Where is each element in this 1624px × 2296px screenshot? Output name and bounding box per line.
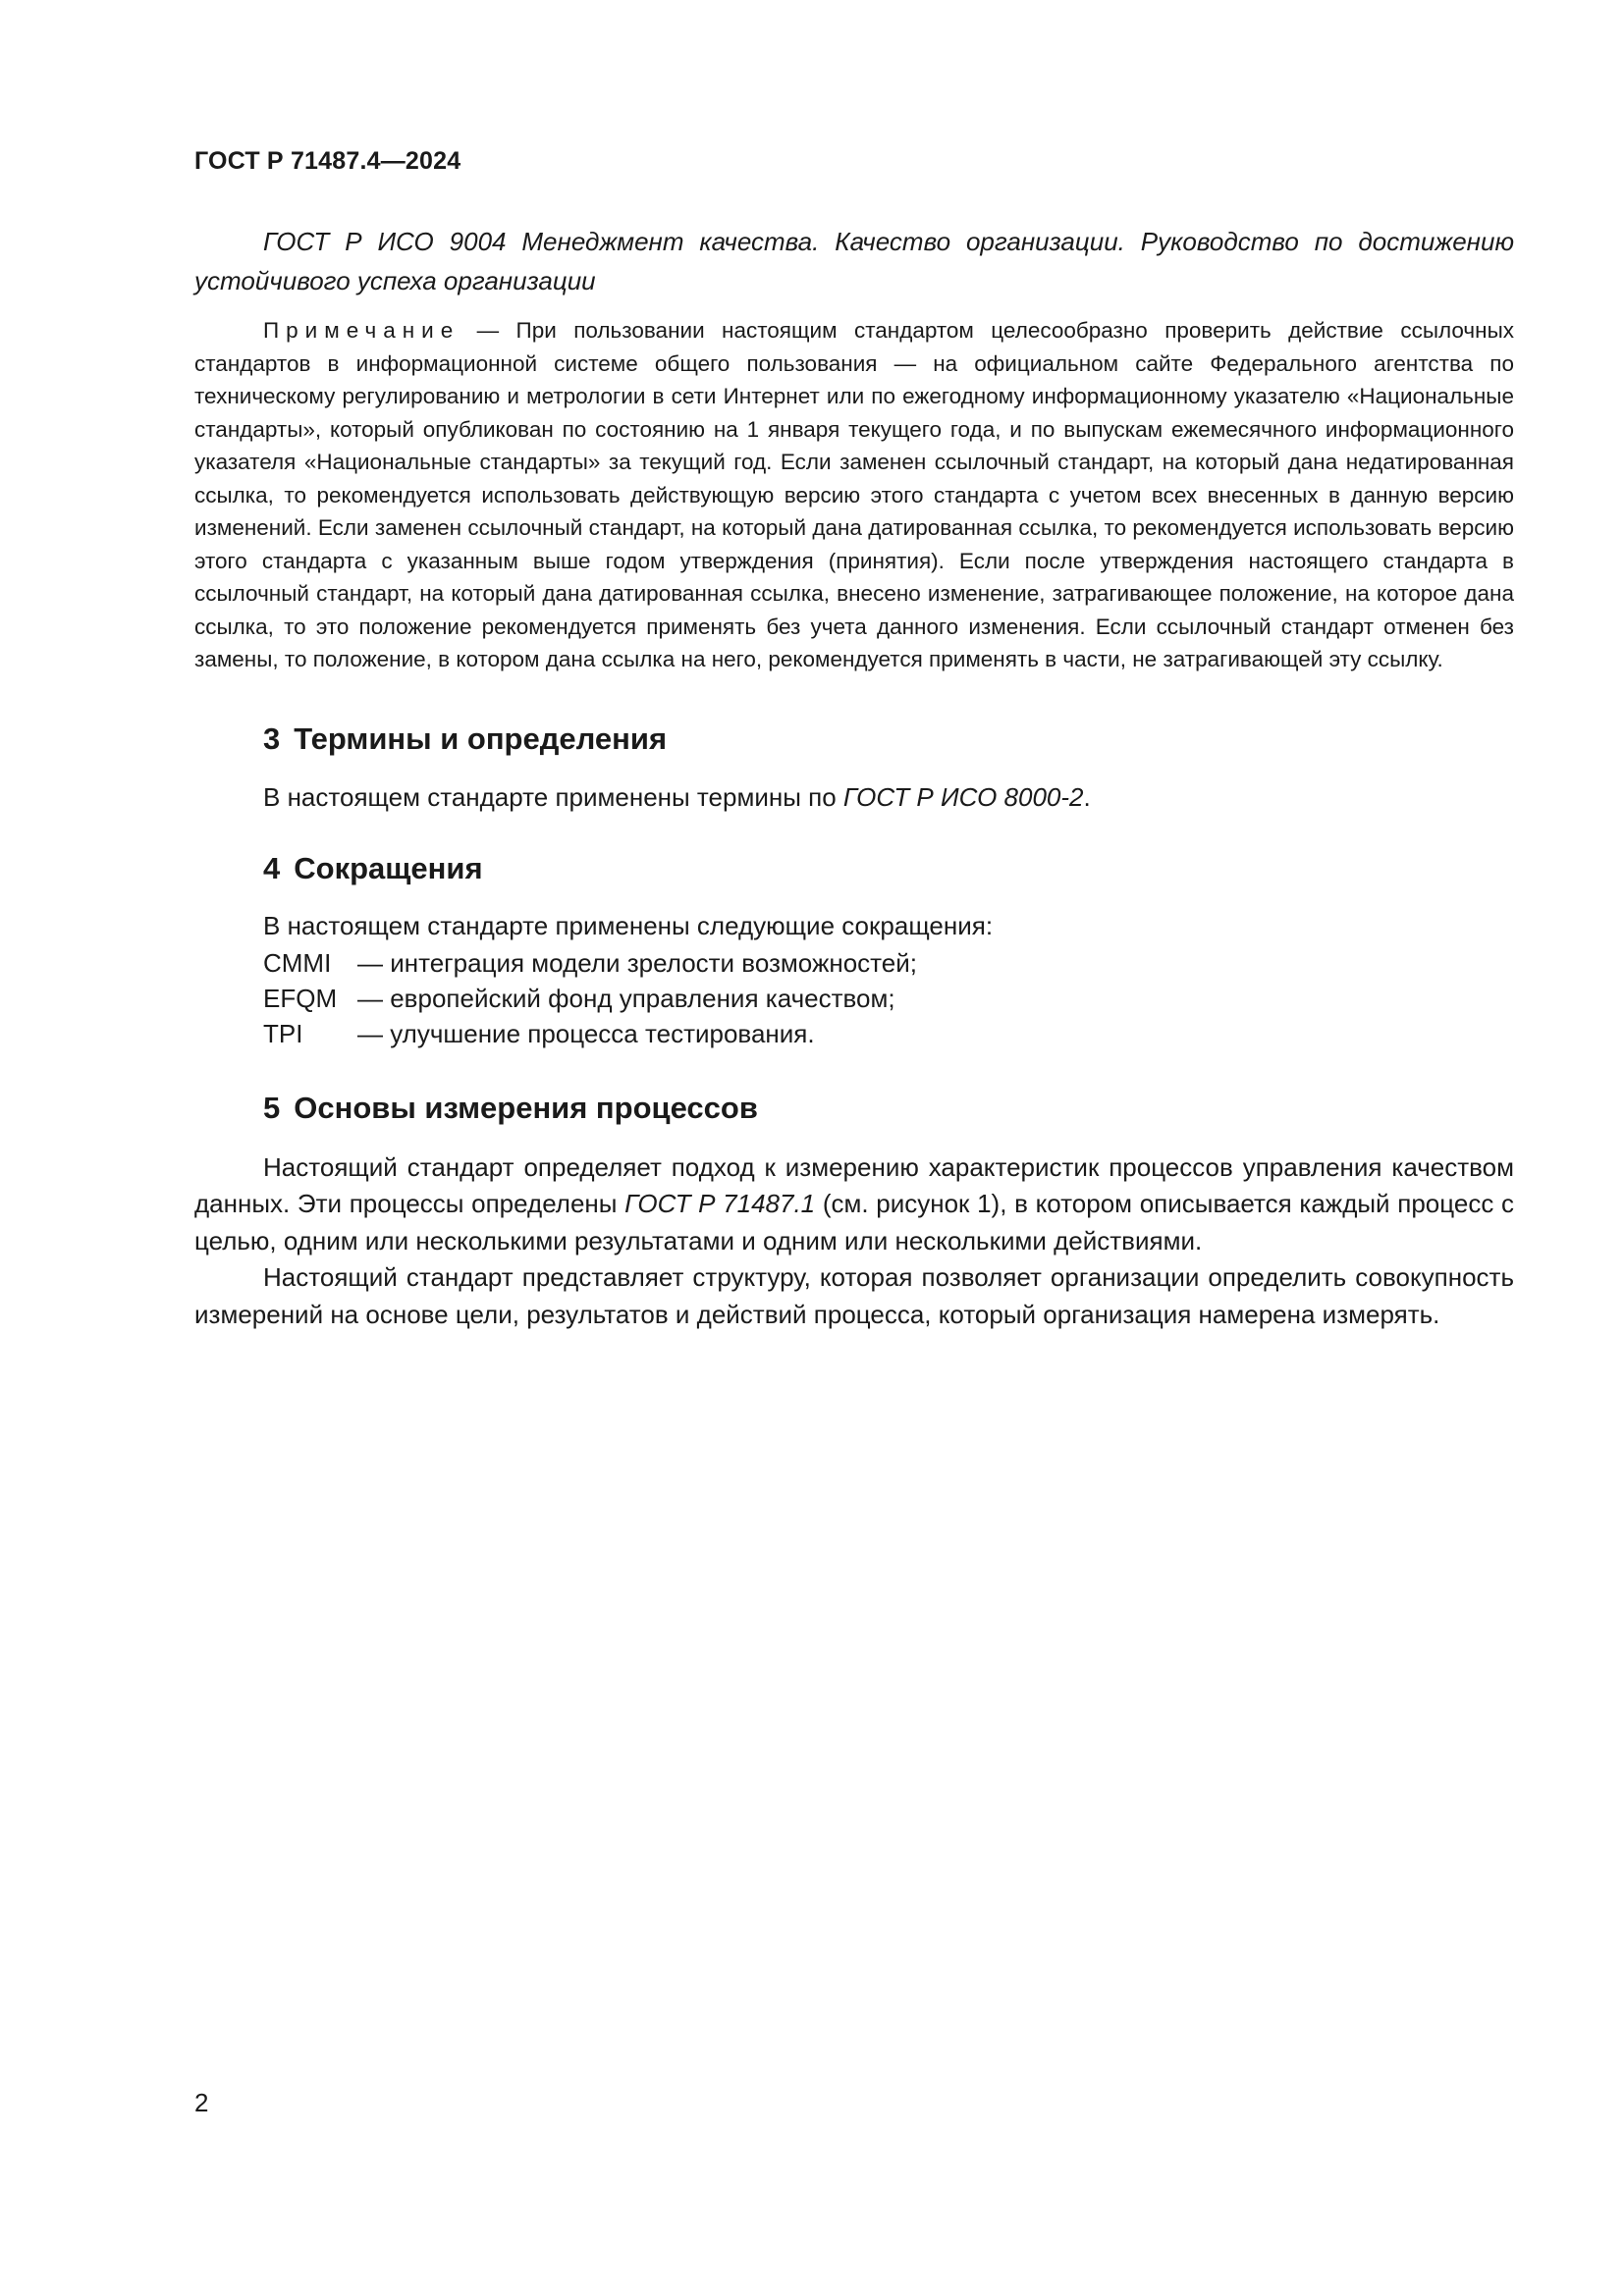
normative-reference: ГОСТ Р ИСО 9004 Менеджмент качества. Качество организации. Руководство по достижению устойчивого успеха организации <box>194 227 1514 295</box>
note-text: — При пользовании настоящим стандартом целесообразно проверить действие ссылочных стандартов в информационной системе общего пользования — на официальном сайте Федерального агентства по техническому регулированию и метрологии в сети Интернет или по ежегодному информационному указателю «Национальные стандарты», который опубликован по состоянию на 1 января текущего года, и по выпускам ежемесячного информационного указателя «Национальные стандарты» за текущий год. Если заменен ссылочный стандарт, на который дана недатированная ссылка, то рекомендуется использовать действующую версию этого стандарта с учетом всех внесенных в данную версию изменений. Если заменен ссылочный стандарт, на который дана датированная ссылка, то рекомендуется использовать версию этого стандарта с указанным выше годом утверждения (принятия). Если после утверждения настоящего стандарта в ссылочный стандарт, на который дана датированная ссылка, внесено изменение, затрагивающее положение, на которое дана ссылка, то это положение рекомендуется применять без учета данного изменения. Если ссылочный стандарт отменен без замены, то положение, в котором дана ссылка на него, рекомендуется применять в части, не затрагивающей эту ссылку. <box>194 318 1514 671</box>
section-3-text-end: . <box>1083 781 1091 812</box>
note-paragraph <box>194 314 1514 676</box>
document-header: ГОСТ Р 71487.4—2024 <box>194 147 461 175</box>
section-4-number: 4 <box>263 851 281 885</box>
abbreviation-term: EFQM <box>263 983 338 1013</box>
section-5-p1-text-end: (см. рисунок 1), в котором описывается каждый процесс с целью, одним или несколькими результатами и одним или несколькими действиями. <box>194 1189 1514 1255</box>
section-5-heading: Основы измерения процессов <box>294 1090 758 1125</box>
abbreviation-definition: — европейский фонд управления качеством; <box>357 983 895 1013</box>
abbreviation-item <box>194 945 1514 981</box>
abbreviation-term: CMMI <box>263 947 332 978</box>
section-3-heading: Термины и определения <box>294 721 668 756</box>
section-3-text: В настоящем стандарте применены термины по <box>263 781 843 812</box>
document-body <box>194 222 1514 1333</box>
abbreviation-definition: — интеграция модели зрелости возможностей; <box>357 947 917 978</box>
section-5-reference: ГОСТ Р 71487.1 <box>624 1189 816 1218</box>
note-label: Примечание <box>263 318 460 343</box>
section-3-number: 3 <box>263 721 281 756</box>
section-3-paragraph <box>194 779 1514 817</box>
section-4-heading: Сокращения <box>294 851 483 885</box>
abbreviation-term: TPI <box>263 1018 303 1048</box>
section-5-paragraph-2: Настоящий стандарт представляет структуру, которая позволяет организации определить совокупность измерений на основе цели, результатов и действий процесса, который организация намерена измерять. <box>194 1262 1514 1329</box>
section-5-p1-text: Настоящий стандарт определяет подход к измерению характеристик процессов управления качеством данных. Эти процессы определены <box>194 1151 1514 1218</box>
abbreviation-item <box>194 1016 1514 1051</box>
section-5-number: 5 <box>263 1090 281 1125</box>
page-number: 2 <box>194 2088 209 2117</box>
section-5-paragraph-1 <box>194 1149 1514 1260</box>
section-4-title <box>194 849 1514 888</box>
abbreviation-item <box>194 981 1514 1016</box>
section-3-reference: ГОСТ Р ИСО 8000-2 <box>842 781 1084 812</box>
section-5-title <box>194 1089 1514 1128</box>
section-3-title <box>194 720 1514 759</box>
section-4-intro: В настоящем стандарте применены следующие сокращения: <box>263 911 994 940</box>
abbreviation-definition: — улучшение процесса тестирования. <box>357 1018 815 1048</box>
